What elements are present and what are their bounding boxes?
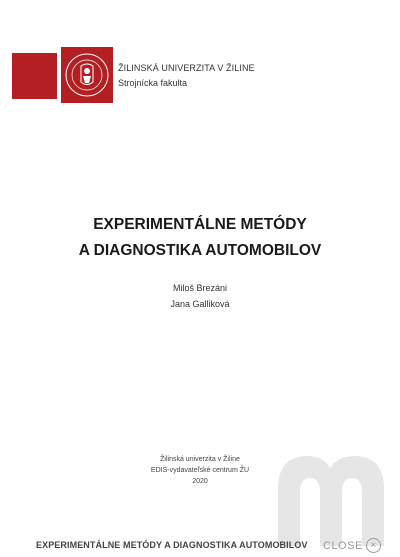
university-name: ŽILINSKÁ UNIVERZITA V ŽILINE <box>118 63 255 73</box>
book-title-line-1: EXPERIMENTÁLNE METÓDY <box>93 216 307 233</box>
publisher-line: Žilinská univerzita v Žiline <box>160 456 240 463</box>
book-title-line-2: A DIAGNOSTIKA AUTOMOBILOV <box>78 242 322 259</box>
close-label: CLOSE <box>323 539 363 552</box>
university-color-block <box>12 53 57 99</box>
close-icon: × <box>366 538 381 553</box>
footer-book-title: EXPERIMENTÁLNE METÓDY A DIAGNOSTIKA AUTOMOBILOV <box>36 540 308 550</box>
publisher-year: 2020 <box>192 478 208 485</box>
author-name: Miloš Brezáni <box>172 283 228 293</box>
university-seal-logo <box>61 47 113 103</box>
close-button[interactable] <box>323 538 381 553</box>
watermark-logo-icon <box>268 434 400 552</box>
publisher-line: EDIS-vydavateľské centrum ŽU <box>150 467 250 474</box>
author-name: Jana Galliková <box>170 299 230 309</box>
faculty-name: Strojnícka fakulta <box>118 78 188 88</box>
